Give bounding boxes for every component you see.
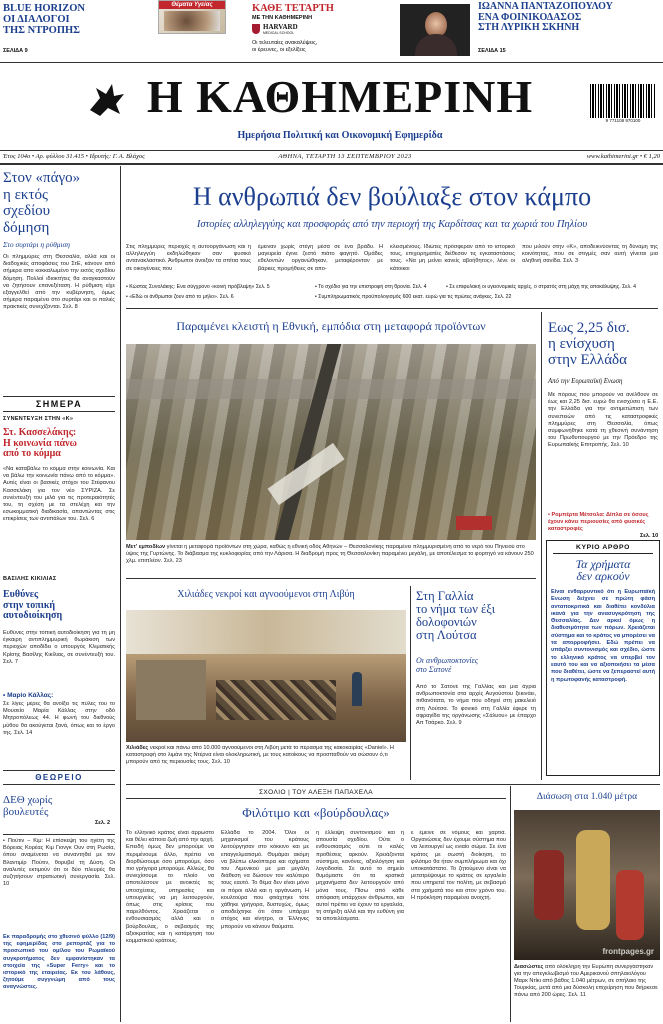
magazine-title: Θέματα Υγείας — [159, 1, 225, 9]
teaser-strip — [0, 0, 663, 62]
barcode-number: 9 771108 970100 — [605, 118, 641, 123]
column-divider — [120, 166, 121, 1022]
divider — [3, 784, 115, 785]
main-col-2: έμειναν χωρίς στέγη μέσα σε ένα βράδυ. Η μαγειρεία έγινε ζεστό πιάτο φαγητό. Ομάδες εθελοντών οργανώθηκαν, μεταφέρονταν με βάρκες προμήθειες σε απο- — [258, 244, 383, 272]
sxolio-col-3: η έλλειψη συντονισμού και η απουσία σχεδίου. Ούτε ο ενθουσιασμός ούτε οι καλές προθέσεις αρκούν. Χρειάζονται σύστημα, κανόνες, αξιολόγηση και λογοδοσία. Σε αυτό το σημείο θυμόμαστε ότι τα κρατικά μηχανήματα δεν λειτουργούν από μόνα τους. Πίσω από κάθε απόφαση υπάρχουν άνθρωποι, και αυτοί πρέπει να έχουν τα εργαλεία, τη στήριξη αλλά και την ευθύνη για τα αποτελέσματα. — [316, 830, 404, 923]
aerial-headline[interactable]: Παραμένει κλειστή η Εθνική, εμπόδια στη μεταφορά προϊόντων — [176, 319, 486, 333]
website-price[interactable]: www.kathimerini.gr • € 1,20 — [586, 153, 660, 160]
eu-body: Με πόρους που μπορούν να ανέλθουν σε έως και 2,25 δισ. ευρώ θα ενισχύσει η Ε.Ε. την Ελλάδα για την αντιμετώπιση των συνεπειών από τις καταστροφικές πλημμύρες στη Θεσσαλία, όπως συμφωνήθηκε κατά τη χθεσινή συνάντηση του Πρωθυπουργού με την Πρόεδρο της Ευρωπαϊκής Επιτροπής. Σελ. 10 — [548, 392, 658, 449]
left-top-deck: Στο συρτάρι η ρύθμιση — [3, 240, 71, 249]
kallas-headline[interactable]: • Μαρίο Κάλλας: — [3, 692, 54, 699]
harvard-shield-icon — [252, 24, 260, 34]
column-divider — [510, 786, 511, 1022]
divider — [0, 62, 663, 63]
teaser-harvard-title[interactable]: ΚΑΘΕ ΤΕΤΑΡΤΗ — [252, 3, 334, 14]
simera-label: ΣΗΜΕΡΑ — [35, 399, 83, 409]
sxolio-headline[interactable]: Φιλότιμο και «βούρδουλας» — [242, 805, 390, 820]
metra-caption — [514, 964, 660, 1022]
bullet-3[interactable]: • Σε επιφυλακή οι υγειονομικές αρχές, ο στρατός στη μάχη της αποκάλυψης. Σελ. 4 — [446, 284, 636, 290]
bullet-2[interactable]: • Το σχέδιο για την επιστροφή στη θρονία. Σελ. 4 — [315, 284, 427, 290]
eagle-logo-icon — [86, 80, 126, 120]
sxolio-col-2: Ελλάδα το 2004. Όλοι οι μηχανισμοί του κράτους λειτούργησαν στο κόκκινο και με επαγγελματισμό. Θυμάμαι ακόμη να βλέπω ελικόπτερα και οχήματα του Λιμενικού με μια μεγάλη διάθεση να δώσουν τον καλύτερο τους εαυτό. Το θέμα δεν είναι μόνο οι πόροι αλλά και η οργάνωση. Η κουλτούρα που φτιάχτηκε τότε χάθηκε γρήγορα, δυστυχώς, όμως αποδείχτηκε ότι όταν υπάρχει στόχος και κίνητρο, οι Έλληνες μπορούν να κάνουν θαύματα. — [221, 830, 309, 930]
libya-caption-text: νεκροί και πάνω από 10.000 αγνοούμενοι στη Λιβύη μετά το πέρασμα της κακοκαιρίας «Daniel». Η καταστροφή στο λιμάνι της Ντέρνα είναι ολοκληρωτική, με τους κατοίκους να προσπαθούν να σώσουν ό,τι μπορούν από τις περιουσίες τους. Σελ. 10 — [126, 745, 394, 765]
issue-info: Έτος 104ο • Αρ. φύλλου 31.415 • Ιδρυτής: Γ. Α. Βλάχος — [3, 153, 145, 160]
left-top-headline[interactable]: Στον «πάγο» η εκτός σχεδίου δόμηση — [3, 170, 81, 236]
bullet-4[interactable]: • «Εδώ οι άνθρωποι ζουν από το μήλο». Σελ. 6 — [126, 294, 234, 300]
sxolio-tag: ΣΧΟΛΙΟ | ΤΟΥ ΑΛΕΞΗ ΠΑΠΑΧΕΛΑ — [259, 789, 373, 796]
teaser-pantazopoulou[interactable]: ΙΩΑΝΝΑ ΠΑΝΤΑΖΟΠΟΥΛΟΥ ΕΝΑ ΦΟΙΝΙΚΟΔΑΣΟΣ ΣΤΗ ΛΥΡΙΚΗ ΣΚΗΝΗ — [478, 1, 613, 33]
bullet-1[interactable]: • Κώστας Συνολάκης: Ενα σύγχρονο «κοινή πρόβλεψη» Σελ. 5 — [126, 284, 270, 290]
gallia-deck: Οι ανθρωποκτονίες στο Σατονέ — [416, 656, 479, 674]
interview-tag: ΣΥΝΕΝΤΕΥΞΗ ΣΤΗΝ «Κ» — [3, 416, 74, 422]
masthead-title: Η ΚΑΘΗΜΕΡΙΝΗ — [146, 71, 534, 122]
magazine-photo — [164, 11, 220, 31]
masthead-tagline: Ημερήσια Πολιτική και Οικονομική Εφημερίδα — [237, 130, 443, 141]
kikilias-body: Ευθύνες στην τοπική αυτοδιοίκηση για τη μη έγκαιρη αντιπλημμυρική θωράκιση των περιοχών αποδίδει ο υπουργός Κλιματικής Κρίσης Βασίλης Κικίλιας, σε συνέντευξή του. Σελ. 7 — [3, 630, 115, 665]
main-col-4: που μιλούν στην «Κ», αποδεικνύοντας τη δύναμη της κοινότητας, που σε στιγμές σαν αυτή γίνεται μια αληθινή σανίδα. Σελ. 3 — [522, 244, 658, 265]
kikilias-headline[interactable]: Ευθύνες στην τοπική αυτοδιοίκηση — [3, 589, 63, 621]
libya-headline[interactable]: Χιλιάδες νεκροί και αγνοούμενοι στη Λιβύη — [177, 589, 355, 600]
divider — [126, 798, 506, 799]
magazine-cover-thumb[interactable] — [158, 0, 226, 34]
libya-caption — [126, 745, 406, 779]
barcode — [590, 84, 656, 118]
teaser-page-label-2: ΣΕΛΙΔΑ 15 — [478, 48, 506, 54]
main-deck: Ιστορίες αλληλεγγύης και προσφοράς από την περιοχή της Καρδίτσας και τα χωριά του Πηλίου — [196, 219, 588, 230]
kyrio-body: Είναι ενθαρρυντικό ότι η Ευρωπαϊκή Ενωση δείχνει σε πρώτη φάση ανταποκριτικά και διαθέτει κονδύλια ικανά για την ανασυγκρότηση της Θεσσαλίας. Δεν αρκεί όμως η διαθεσιμότητα των πόρων. Χρειάζεται σύστημα και το κράτος να μπορέσει να τα απορροφήσει. Εδώ πρέπει να υπάρξει συντονισμός και σχέδιο, ώστε το ελληνικό κράτος να υπερβεί τον εαυτό του και να αξιοποιήσει τα μέσα που διαθέτει, ώστε να ξεπεραστεί αυτή η πρωτοφανής καταστροφή. — [551, 588, 655, 683]
deth-headline[interactable]: ΔΕΘ χωρίς βουλευτές — [3, 794, 53, 818]
watermark: frontpages.gr — [602, 947, 654, 956]
libya-photo[interactable] — [126, 610, 406, 742]
kasselakis-body: «Να καταβάλω το κόμμα στην κοινωνία. Και να βάλω την κοινωνία πάνω από το κόμμα». Αυτές είναι οι βασικές στόχοι του Στέφανου Κασσελάκη για τον νέο ΣΥΡΙΖΑ. Σε συνέντευξή του μιλά για τις προτεραιότητές του, τη σχέση με τα στελέχη και την εσωκομματική διαδικασία, απαντώντας στις επικρίσεις των αντιπάλων του. Σελ. 6 — [3, 466, 115, 523]
theoria-label: ΘΕΩΡΕΙΟ — [35, 773, 83, 782]
deth-page: Σελ. 2 — [95, 820, 111, 826]
aerial-caption — [126, 544, 536, 572]
date-line: ΑΘΗΝΑ, ΤΕΤΑΡΤΗ 13 ΣΕΠΤΕΜΒΡΙΟΥ 2023 — [278, 153, 412, 160]
metra-caption-lead: Διασώστες — [514, 964, 544, 970]
teaser-blue-horizon[interactable]: BLUE HORIZON ΟΙ ΔΙΑΛΟΓΟΙ ΤΗΣ ΝΤΡΟΠΗΣ — [3, 3, 85, 37]
teaser-page-label: ΣΕΛΙΔΑ 9 — [3, 48, 28, 54]
main-col-1: Στις πλημμύρες περιοχές η αυτοοργάνωση και η αλληλεγγύη εκδηλώθηκαν σαν φυσικό αντανακλαστικό. Άνθρωποι άνοιξαν τα σπίτια τους σε οικογένειες που — [126, 244, 251, 272]
aerial-caption-lead: Μετ' εμποδίων — [126, 544, 166, 550]
kyrio-tag: ΚΥΡΙΟ ΑΡΘΡΟ — [576, 544, 630, 551]
aerial-caption-text: γίνεται η μεταφορά προϊόντων στη χώρα, καθώς η εθνική οδός Αθηνών – Θεσσαλονίκης παραμένει πλημμυρισμένη από το νερό του Πηνειού στο ύψος της Γυρτώνης. Το διάβασμα της κυκλοφορίας από την Λάρισα. Η διαδρομή προς τη Θεσσαλονίκη παραμένει μεγάλη, με αποτέλεσμα το φορτηγό να κάνουν 250 χλμ. επιπλέον. Σελ. 23 — [126, 544, 534, 564]
divider — [3, 396, 115, 397]
left-top-body: Οι πλημμύρες στη Θεσσαλία, αλλά και οι διαδοχικές αποφάσεις του ΣτΕ, κάνουν από σήμερα απο κοκκαλωμένο την εκτός σχεδίου δόμηση. Πολλοί ιδιοκτήτες θα αναγκαστούν να ζητήσουν επανεξέταση. Η ρύθμιση είχε εξαγγελθεί από την κυβέρνηση, όμως σήμερα παραμένει στο συρτάρι και οι παλιές πρακτικές συνεχίζονται. Σελ. 8 — [3, 254, 115, 311]
divider — [0, 163, 663, 165]
eu-bullet[interactable]: • Ρομπέρτα Μέτσολα: Δίπλα σε όσους έχουν κάνει περιουσίες από φυσικές καταστροφές — [548, 512, 649, 532]
metra-headline[interactable]: Διάσωση στα 1.040 μέτρα — [536, 792, 638, 802]
teaser-harvard-brand-sub: MEDICAL SCHOOL — [263, 31, 295, 35]
divider — [3, 411, 115, 412]
kyrio-box — [546, 540, 660, 776]
sxolio-col-4: ε έμεινε σε νόμους και χαρτιά. Οργανώσεις δεν έχουμε σύστημα που να λειτουργεί ως ενιαίο σώμα. Σε ένα κράτος με σωστή διοίκηση, το φιλότιμο θα ήταν συμπλήρωμα και όχι υποκατάστατο. Το ζητούμενο είναι να μετατρέψουμε το κράτος σε εργαλείο που υπηρετεί τον πολίτη, με σεβασμό στα χρήματά του και στον χρόνο του. Η πρόκληση παραμένει ανοιχτή. — [411, 830, 506, 901]
column-divider — [410, 586, 411, 780]
sxolio-col-1: Το ελληνικό κράτος είναι άρρωστο και θέλει κάποια ζωή από την αρχή. Επειδή όμως δεν μπορούμε να περιμένουμε άλλο, πρέπει να διορθώσουμε όσο μπορούμε, όσο πιο γρήγορα μπορούμε. Αλλιώς, θα συνεχίσουμε το πλοίο να αποτελέσουν με ανοικτές τις υποσχέσεις, υπηρεσίες και υπουργείες να μη λειτουργούν, όπως στις κρίσεις του παρελθόντος. Χρειάζεται ο ενθουσιασμός αλλά και ο βούρδουλας, ο σεβασμός της αξιοκρατίας και η κατάργηση του κομματικού κράτους. — [126, 830, 214, 945]
column-divider — [541, 312, 542, 780]
divider — [3, 770, 115, 771]
putin-body: • Πούτιν – Κιμ: Η επίσκεψη του ηγέτη της Βόρειας Κορέας Κιμ Γιονγκ Ουν στη Ρωσία, όπου αναμένεται να συναντηθεί με τον Βλαντιμίρ Πούτιν, θορυβεί τη Δύση. Οι αναλυτές εκτιμούν ότι οι δύο πλευρές θα συζητήσουν στρατιωτική συνεργασία. Σελ. 10 — [3, 838, 115, 888]
divider — [126, 308, 658, 309]
teaser-harvard-text: Οι τελευταίες ανακαλύψεις, οι έρευνες, οι εξελίξεις — [252, 40, 318, 53]
bullet-5[interactable]: • Συμπληρωματικός προϋπολογισμός 600 εκατ. ευρώ για τις πρώτες ανάγκες. Σελ. 22 — [315, 294, 512, 300]
main-col-3: κλεισμένους. Ιδιώτες πρόσφεραν από το ιστορικό τους, επιχειρηματίες διέθεσαν τις εγκαταστάσεις τους. «Να μη μείνει κανείς αβοήθητος», λένε οι κάτοικοι — [390, 244, 515, 272]
eu-page: Σελ. 10 — [640, 533, 659, 539]
cave-rescue-photo[interactable] — [514, 810, 660, 960]
divider — [126, 784, 660, 785]
kasselakis-headline[interactable]: Στ. Κασσελάκης: Η κοινωνία πάνω από το κόμμα — [3, 427, 77, 459]
teaser-harvard-brand: HARVARD — [263, 23, 298, 31]
kallas-body: Σε λίγες μέρες θα ανοίξει τις πύλες του το Μουσείο Μαρία Κάλλας στην οδό Μητροπόλεως 44. Η φωνή του διεθνούς μύθου θα ακούγεται ξανά, όπως και το έργο της. Σελ. 14 — [3, 701, 115, 736]
correction-body: Εκ παραδρομής στο χθεσινό φύλλο (12/9) της εφημερίδας στο ρεπορτάζ για το προσωπικό του ομίλου του Ρωμαϊκού συγκροτήματος δεν εμφανίστηκαν τα στοιχεία της «Super Ferry» και το ιστορικό της εταιρείας. Εκ του λάθους, ζητούμε συγγνώμη από τους αναγνώστες. — [3, 934, 115, 991]
eu-deck: Από την Ευρωπαϊκή Ενωση — [548, 378, 623, 385]
eu-headline[interactable]: Εως 2,25 δισ. η ενίσχυση στην Ελλάδα — [548, 320, 630, 369]
gallia-headline[interactable]: Στη Γαλλία το νήμα των έξι δολοφονιών στη Λούτσα — [416, 589, 496, 643]
aerial-flood-photo[interactable] — [126, 344, 536, 540]
libya-caption-lead: Χιλιάδες — [126, 745, 149, 751]
divider — [3, 834, 115, 835]
main-headline[interactable]: Η ανθρωπιά δεν βούλιαξε στον κάμπο — [192, 182, 592, 211]
teaser-harvard-subtitle: ΜΕ ΤΗΝ ΚΑΘΗΜΕΡΙΝΗ — [252, 15, 313, 21]
gallia-body: Από το Σατονέ της Γαλλίας και μια άγρια ανθρωποκτονία στα αρχές Αυγούστου ξεκινάει, πιθανότατα, το νήμα που οδηγεί στη μακελειό στη Λούτσα. Το φονικό στη Γαλλία έφερε τη σφραγίδα της οργάνωσης «Σάλυου» με έπαρχο Απ Τσάρκο. Σελ. 9 — [416, 684, 536, 727]
divider — [0, 150, 663, 151]
divider — [126, 578, 536, 579]
author-tag: ΒΑΣΙΛΗΣ ΚΙΚΙΛΙΑΣ — [3, 576, 57, 582]
metra-caption-text: από ολόκληρη την Ευρώπη συνεργάστηκαν για την απεγκλωβισμό του Αμερικανού σπηλαιολόγου Μαρκ Ντίκι από βάθος 1.040 μέτρων, σε σπήλαιο της Τουρκίας, μετά από μια δύσκολη επιχείρηση που διήρκεσε πάνω από 200 ώρες. Σελ. 11 — [514, 964, 658, 998]
teaser-singer-photo — [400, 4, 470, 56]
kyrio-headline[interactable]: Τα χρήματα δεν αρκούν — [575, 556, 631, 584]
